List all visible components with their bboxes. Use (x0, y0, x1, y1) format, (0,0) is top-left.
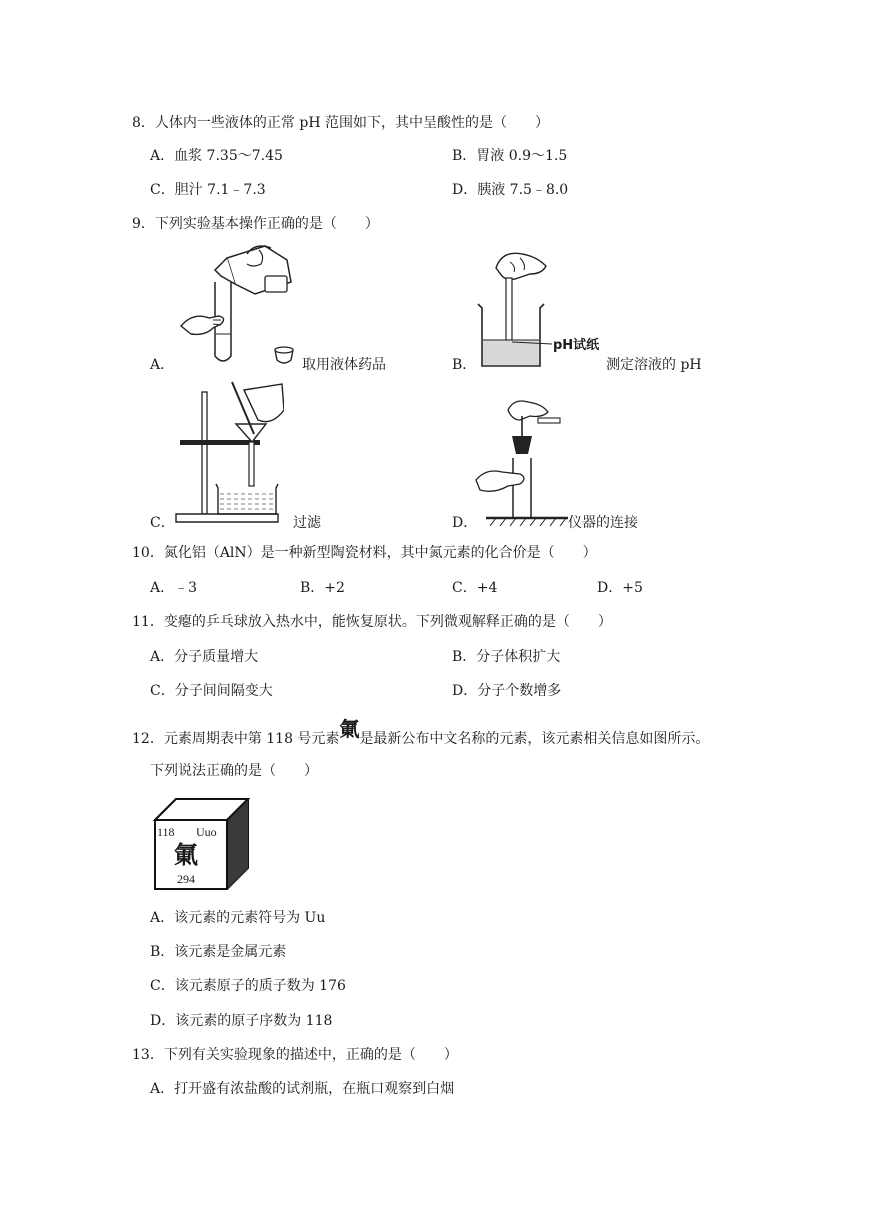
pouring-liquid-figure (175, 238, 305, 373)
question-12-stem-line2: 下列说法正确的是（ ） (150, 763, 318, 779)
question-12-stem (132, 717, 710, 748)
question-12-option-b: B．该元素是金属元素 (150, 944, 287, 960)
question-10-stem: 10．氮化铝（AlN）是一种新型陶瓷材料，其中氮元素的化合价是（ ） (132, 545, 597, 561)
question-12-stem-part2: 是最新公布中文名称的元素，该元素相关信息如图所示。 (359, 731, 710, 747)
question-11-option-a: A．分子质量增大 (150, 649, 259, 665)
question-8-stem: 8．人体内一些液体的正常 pH 范围如下，其中呈酸性的是（ ） (132, 115, 549, 131)
question-9-option-b-caption: 测定溶液的 pH (606, 357, 702, 373)
element-atomic-number: 118 (157, 825, 175, 839)
question-9-option-c-caption: 过滤 (293, 515, 321, 531)
question-9-stem: 9．下列实验基本操作正确的是（ ） (132, 216, 379, 232)
question-9-option-d-letter: D． (452, 515, 478, 531)
question-13-option-a: A．打开盛有浓盐酸的试剂瓶，在瓶口观察到白烟 (150, 1081, 455, 1097)
element-symbol: Uuo (196, 825, 217, 839)
question-11-option-c: C．分子间间隔变大 (150, 683, 273, 699)
question-10-option-d: D．+5 (597, 580, 643, 596)
question-12-option-d: D．该元素的原子序数为 118 (150, 1013, 333, 1029)
element-card (152, 796, 252, 892)
question-9-option-a-letter: A． (150, 357, 175, 373)
question-9-option-a-caption: 取用液体药品 (302, 357, 386, 373)
question-8-option-c: C．胆汁 7.1﹣7.3 (150, 182, 266, 198)
element-name-inline: 氭 (339, 717, 360, 741)
element-chinese-name: 氭 (174, 840, 198, 869)
filtration-figure (174, 380, 284, 528)
question-10-option-a: A．﹣3 (150, 580, 198, 596)
question-12-option-a: A．该元素的元素符号为 Uu (150, 910, 326, 926)
question-13-stem: 13．下列有关实验现象的描述中，正确的是（ ） (132, 1047, 458, 1063)
question-8-option-d: D．胰液 7.5﹣8.0 (452, 182, 569, 198)
question-11-option-b: B．分子体积扩大 (452, 649, 561, 665)
ph-paper-label: pH试纸 (553, 338, 600, 353)
question-11-stem: 11．变瘪的乒乓球放入热水中，能恢复原状。下列微观解释正确的是（ ） (132, 614, 612, 630)
question-10-option-c: C．+4 (452, 580, 498, 596)
question-10-option-b: B．+2 (300, 580, 345, 596)
question-11-option-d: D．分子个数增多 (452, 683, 562, 699)
question-8-option-b: B．胃液 0.9～1.5 (452, 148, 568, 164)
question-9-option-c-letter: C． (150, 515, 175, 531)
question-12-stem-part1: 12．元素周期表中第 118 号元素 (132, 731, 340, 747)
question-9-option-b-letter: B． (452, 357, 477, 373)
question-12-option-c: C．该元素原子的质子数为 176 (150, 978, 346, 994)
element-atomic-mass: 294 (177, 872, 195, 886)
question-9-option-d-caption: 仪器的连接 (568, 515, 638, 531)
question-8-option-a: A．血浆 7.35～7.45 (150, 148, 283, 164)
apparatus-connection-figure (472, 398, 572, 526)
